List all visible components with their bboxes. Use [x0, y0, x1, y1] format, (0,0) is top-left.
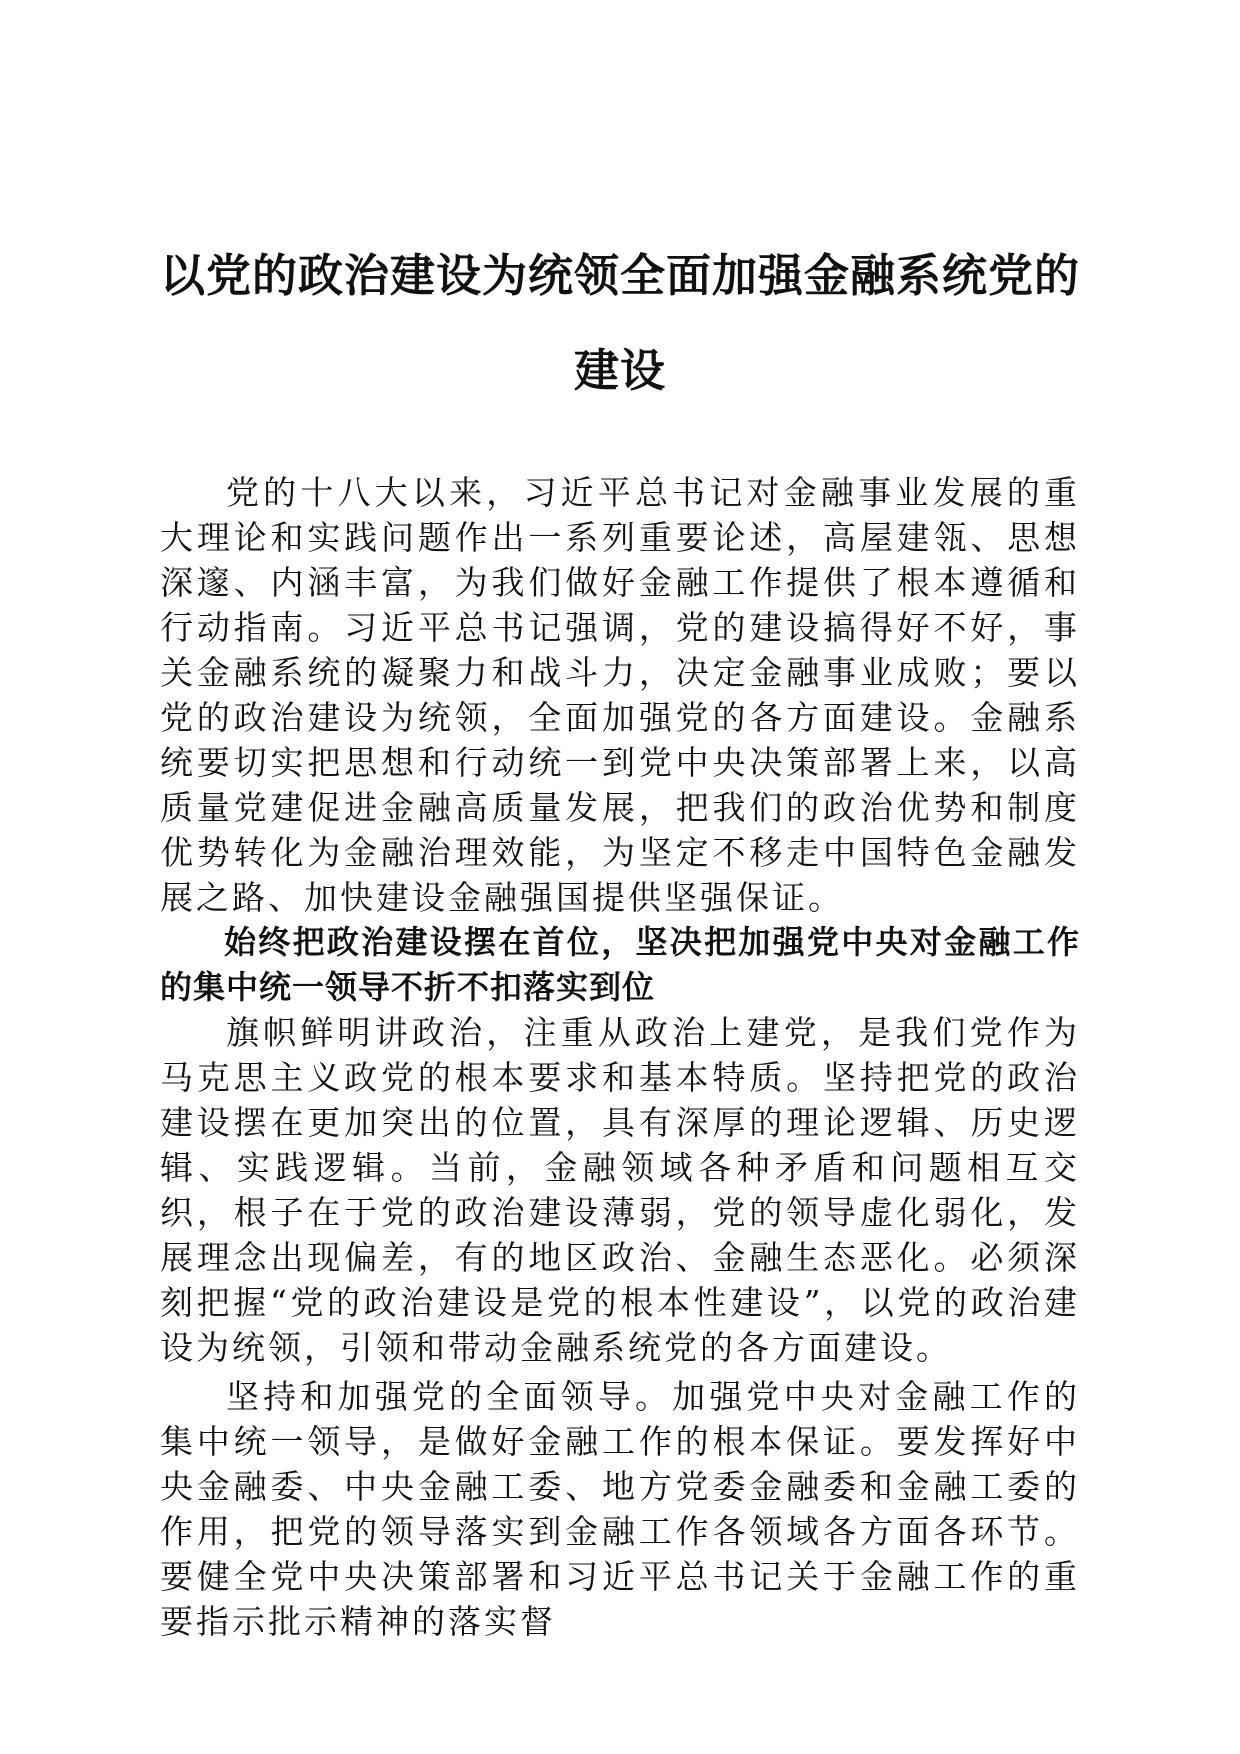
body-paragraph: 坚持和加强党的全面领导。加强党中央对金融工作的集中统一领导，是做好金融工作的根本保证。要发挥好中央金融委、中央金融工委、地方党委金融委和金融工委的作用，把党的领导落实到金融工作各领域各方面各环节。要健全党中央决策部署和习近平总书记关于金融工作的重要指示批示精神的落实督 — [160, 1377, 1080, 1641]
intro-paragraph: 党的十八大以来，习近平总书记对金融事业发展的重大理论和实践问题作出一系列重要论述，高屋建瓴、思想深邃、内涵丰富，为我们做好金融工作提供了根本遵循和行动指南。习近平总书记强调，党的建设搞得好不好，事关金融系统的凝聚力和战斗力，决定金融事业成败；要以党的政治建设为统领，全面加强党的各方面建设。金融系统要切实把思想和行动统一到党中央决策部署上来，以高质量党建促进金融高质量发展，把我们的政治优势和制度优势转化为金融治理效能，为坚定不移走中国特色金融发展之路、加快建设金融强国提供坚强保证。 — [160, 473, 1080, 917]
document-title: 以党的政治建设为统领全面加强金融系统党的建设 — [160, 249, 1081, 397]
document-body — [160, 470, 1080, 1644]
section-heading: 始终把政治建设摆在首位，坚决把加强党中央对金融工作的集中统一领导不折不扣落实到位 — [160, 923, 1080, 1006]
body-paragraph: 旗帜鲜明讲政治，注重从政治上建党，是我们党作为马克思主义政党的根本要求和基本特质。坚持把党的政治建设摆在更加突出的位置，具有深厚的理论逻辑、历史逻辑、实践逻辑。当前，金融领域各种矛盾和问题相互交织，根子在于党的政治建设薄弱，党的领导虚化弱化，发展理念出现偏差，有的地区政治、金融生态恶化。必须深刻把握“党的政治建设是党的根本性建设”，以党的政治建设为统领，引领和带动金融系统党的各方面建设。 — [160, 1013, 1080, 1367]
